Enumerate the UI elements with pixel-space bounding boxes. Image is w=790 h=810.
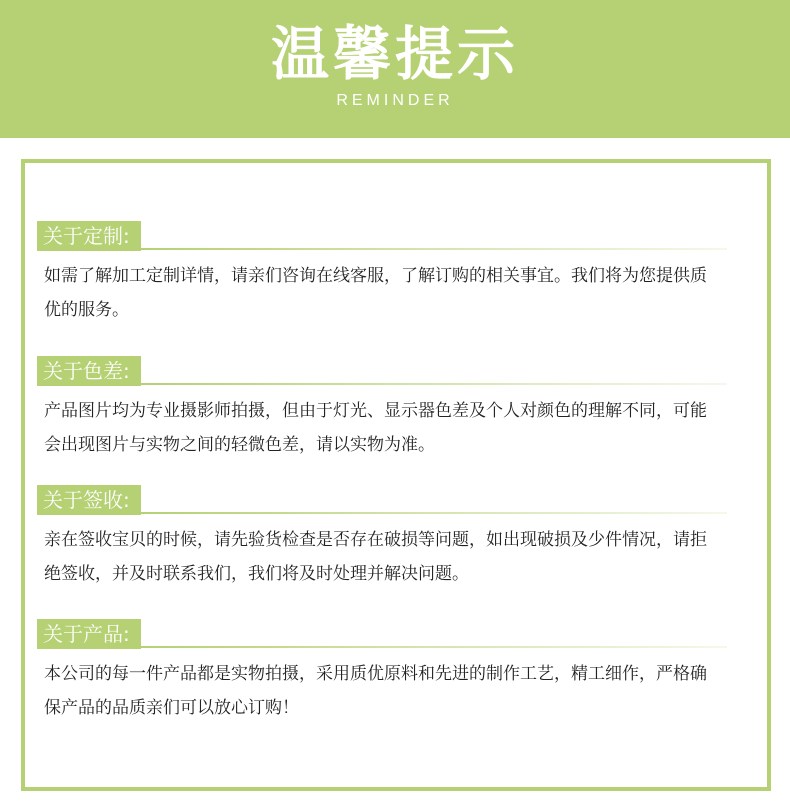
section-text: 本公司的每一件产品都是实物拍摄，采用质优原料和先进的制作工艺，精工细作，严格确保产品的品质亲们可以放心订购！ (44, 664, 707, 718)
section-label: 关于签收: (37, 485, 141, 515)
section-label: 关于色差: (37, 356, 141, 386)
header-banner (0, 0, 790, 138)
section-divider (141, 248, 727, 250)
section-text: 亲在签收宝贝的时候，请先验货检查是否存在破损等问题，如出现破损及少件情况，请拒绝签收，并及时联系我们，我们将及时处理并解决问题。 (44, 530, 707, 584)
section-label: 关于定制: (37, 221, 141, 251)
section-divider (141, 383, 727, 385)
section-text: 如需了解加工定制详情，请亲们咨询在线客服，了解订购的相关事宜。我们将为您提供质优的服务。 (44, 266, 707, 320)
section-divider (141, 646, 727, 648)
section-divider (141, 512, 727, 514)
section-text: 产品图片均为专业摄影师拍摄，但由于灯光、显示器色差及个人对颜色的理解不同，可能会出现图片与实物之间的轻微色差，请以实物为准。 (44, 401, 707, 455)
page-title: 温馨提示 (270, 20, 519, 88)
section-label: 关于产品: (37, 619, 141, 649)
page-subtitle: REMINDER (336, 92, 454, 109)
